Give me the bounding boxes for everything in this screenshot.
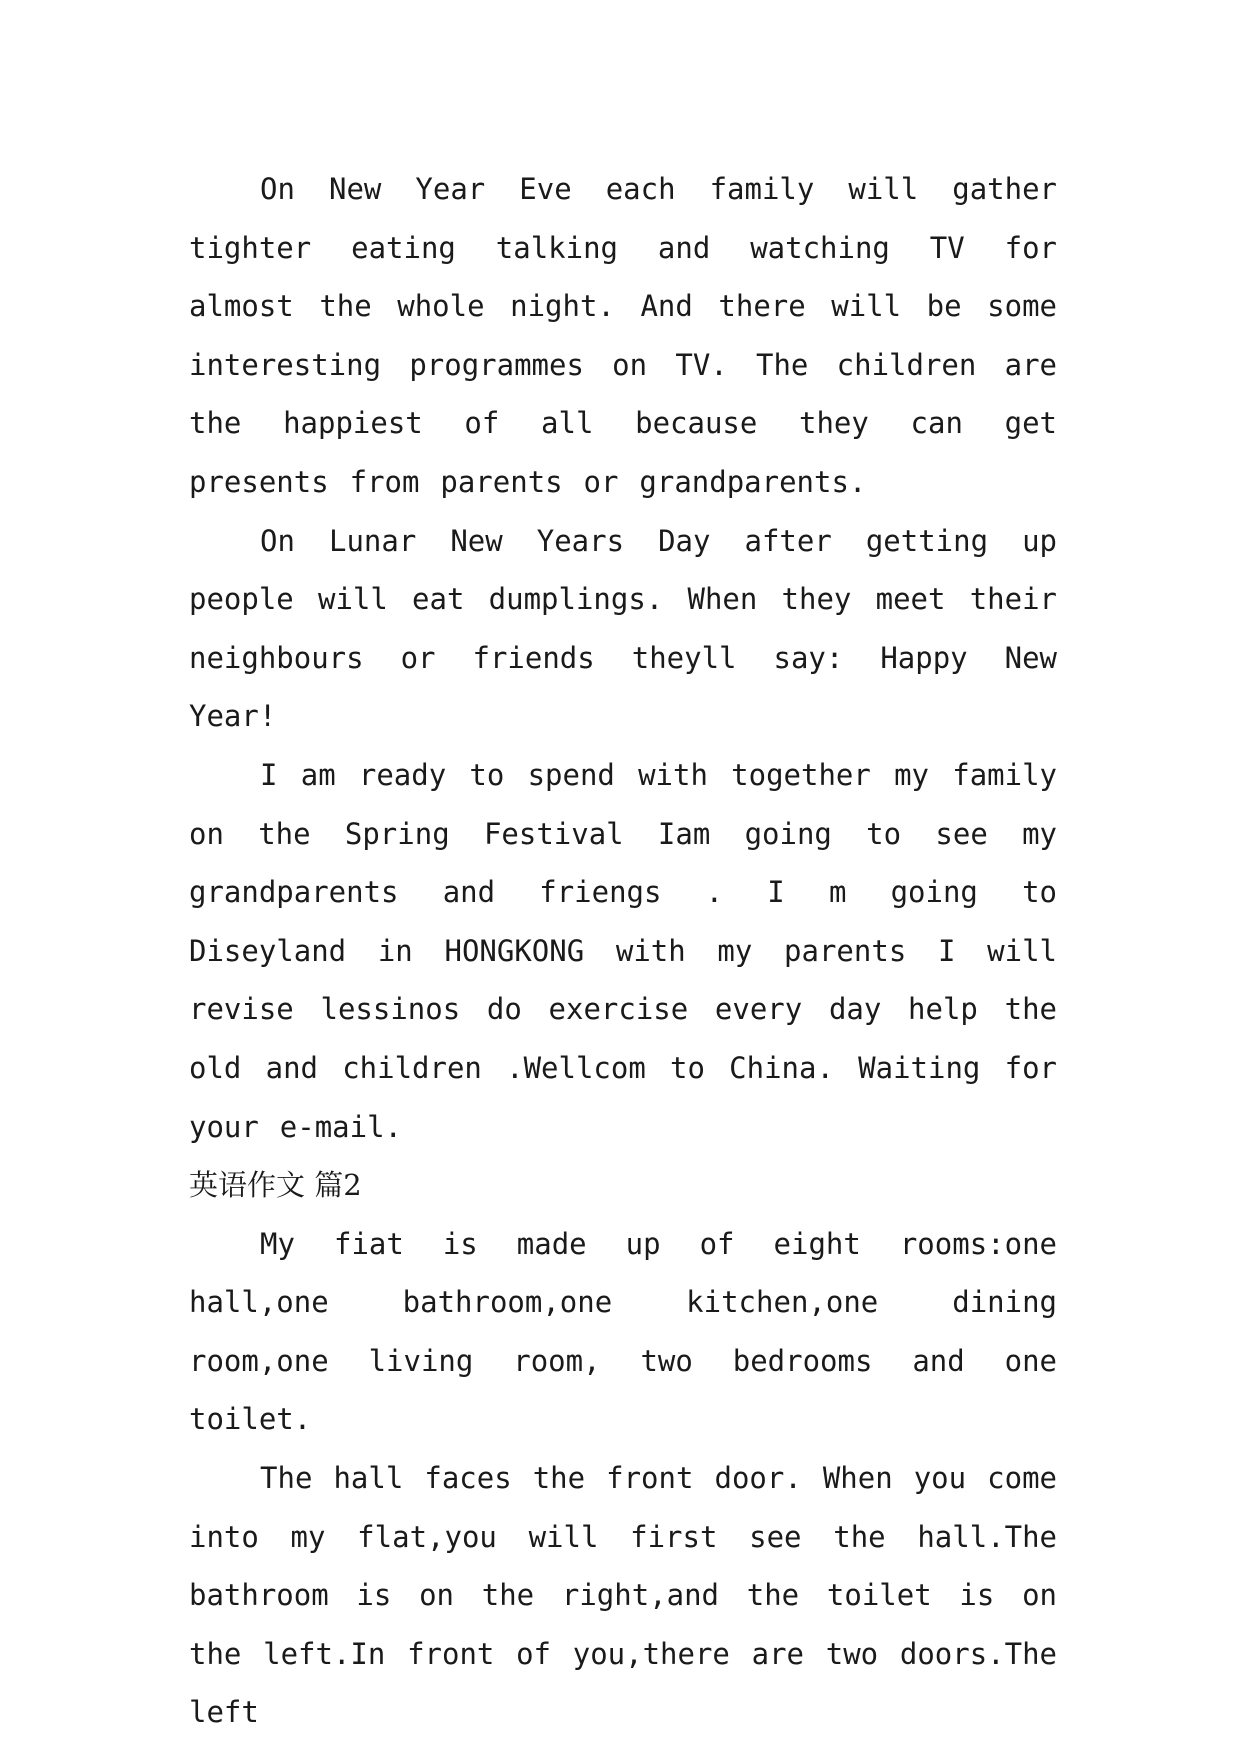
paragraph-flat-rooms: My fiat is made up of eight rooms:one hall,one bathroom,one kitchen,one dining room,one living room, two bedrooms and one toilet.	[189, 1226, 1057, 1437]
paragraph-new-year-eve: On New Year Eve each family will gather tighter eating talking and watching TV for almost the whole night. And there will be some interesting programmes on TV. The children are the happiest of all because they can get presents from parents or grandparents.	[189, 172, 1057, 499]
paragraph-hall-description: The hall faces the front door. When you come into my flat,you will first see the hall.The bathroom is on the right,and the toilet is on the left.In front of you,there are two doors.The left	[189, 1461, 1057, 1730]
paragraph-spring-festival-plans: I am ready to spend with together my family on the Spring Festival Iam going to see my grandparents and friengs . I m going to Diseyland in HONGKONG with my parents I will revise lessinos do exercise every day help the old and children .Wellcom to China. Waiting for your e-mail.	[189, 757, 1057, 1144]
document-body	[189, 160, 1057, 1742]
paragraph-lunar-new-year: On Lunar New Years Day after getting up people will eat dumplings. When they meet their neighbours or friends theyll say: Happy New Year!	[189, 523, 1057, 734]
section-heading: 英语作文 篇2	[189, 1168, 362, 1203]
